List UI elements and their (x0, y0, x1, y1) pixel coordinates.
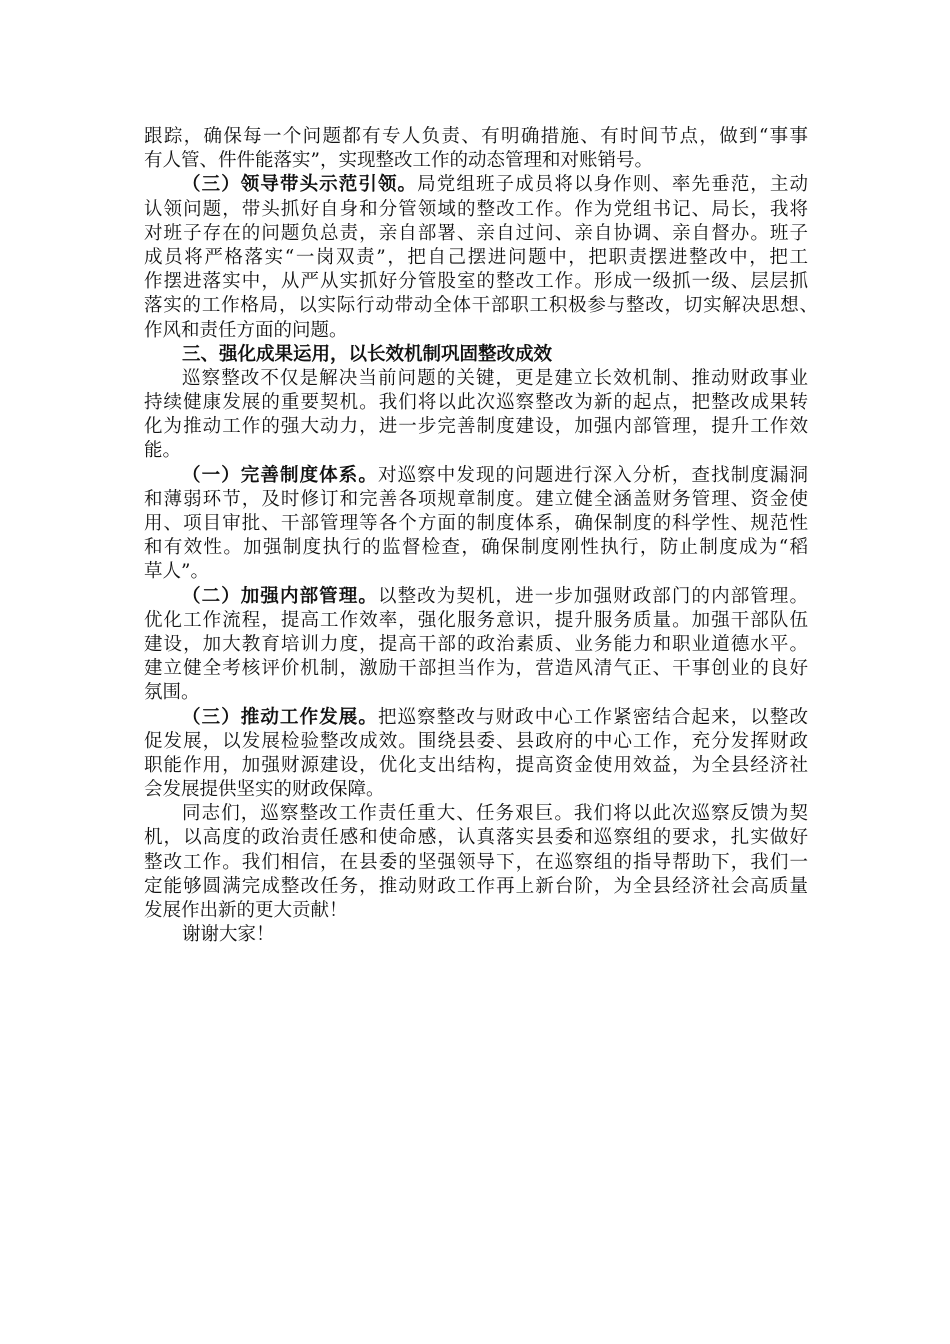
text-line: 建设，加大教育培训力度，提高干部的政治素质、业务能力和职业道德水平。 (144, 633, 808, 655)
text-line: 发展作出新的更大贡献！ (144, 900, 348, 921)
text-line: 能。 (144, 440, 182, 462)
text-line: 氛围。 (144, 682, 200, 704)
paragraph-closing (144, 802, 808, 923)
text-line: 成员将严格落实“一岗双责”，把自己摆进问题中，把职责摆进整改中，把工 (144, 246, 808, 268)
text-line: 整改工作。我们相信，在县委的坚强领导下，在巡察组的指导帮助下，我们一 (144, 851, 808, 873)
text-line: 和薄弱环节，及时修订和完善各项规章制度。建立健全涵盖财务管理、资金使 (144, 488, 808, 510)
paragraph-heading: （三）领导带头示范引领。 (182, 174, 418, 196)
text-line: 促发展，以发展检验整改成效。围绕县委、县政府的中心工作，充分发挥财政 (144, 730, 808, 752)
text-line (144, 706, 808, 730)
text-line: 有人管、件件能落实”，实现整改工作的动态管理和对账销号。 (144, 150, 653, 172)
text-line: 化为推动工作的强大动力，进一步完善制度建设，加强内部管理，提升工作效 (144, 416, 808, 438)
text-line: 作摆进落实中，从严从实抓好分管股室的整改工作。形成一级抓一级、层层抓 (144, 271, 808, 293)
text-line (144, 464, 808, 488)
text-line: 用、项目审批、干部管理等各个方面的制度体系，确保制度的科学性、规范性 (144, 513, 808, 534)
text-line: 机，以高度的政治责任感和使命感，认真落实县委和巡察组的要求，扎实做好 (144, 827, 808, 849)
text-line: 跟踪，确保每一个问题都有专人负责、有明确措施、有时间节点，做到“事事 (144, 126, 808, 147)
paragraph-heading: （一）完善制度体系。 (182, 464, 378, 486)
text-run: 以整改为契机，进一步加强财政部门的内部管理。 (377, 585, 808, 607)
text-line: 对班子存在的问题负总责，亲自部署、亲自过问、亲自协调、亲自督办。班子 (144, 222, 808, 244)
text-line: 和有效性。加强制度执行的监督检查，确保制度刚性执行，防止制度成为“稻 (144, 537, 808, 559)
text-line: 认领问题，带头抓好自身和分管领域的整改工作。作为党组书记、局长，我将 (144, 198, 808, 220)
text-line: 草人”。 (144, 561, 209, 583)
text-line: 同志们，巡察整改工作责任重大、任务艰巨。我们将以此次巡察反馈为契 (182, 803, 808, 825)
text-line: 谢谢大家！ (182, 924, 275, 946)
paragraph-development (144, 706, 808, 803)
text-line: 建立健全考核评价机制，激励干部担当作为，营造风清气正、干事创业的良好 (144, 658, 808, 680)
text-line: 定能够圆满完成整改任务，推动财政工作再上新台阶，为全县经济社会高质量 (144, 875, 808, 897)
document-page (144, 125, 818, 947)
paragraph-heading: （三）推动工作发展。 (182, 706, 378, 728)
section-title: 三、强化成果运用，以长效机制巩固整改成效 (182, 343, 553, 365)
text-run: 对巡察中发现的问题进行深入分析，查找制度漏洞 (377, 464, 808, 486)
text-line: 会发展提供坚实的财政保障。 (144, 779, 385, 801)
paragraph-system (144, 464, 808, 585)
text-run: 把巡察整改与财政中心工作紧密结合起来，以整改 (377, 706, 808, 728)
text-line: 作风和责任方面的问题。 (144, 319, 348, 341)
text-line: 持续健康发展的重要契机。我们将以此次巡察整改为新的起点，把整改成果转 (144, 392, 808, 414)
paragraph-management (144, 585, 808, 706)
paragraph-thanks (144, 923, 808, 947)
paragraph-leadership (144, 173, 818, 342)
text-line: 落实的工作格局，以实际行动带动全体干部职工积极参与整改，切实解决思想、 (144, 295, 818, 317)
text-run: 局党组班子成员将以身作则、率先垂范，主动 (417, 174, 808, 196)
text-line: 优化工作流程，提高工作效率，强化服务意识，提升服务质量。加强干部队伍 (144, 609, 808, 631)
text-line: 巡察整改不仅是解决当前问题的关键，更是建立长效机制、推动财政事业 (182, 367, 808, 389)
text-line (144, 173, 808, 197)
text-line: 职能作用，加强财源建设，优化支出结构，提高资金使用效益，为全县经济社 (144, 754, 808, 776)
paragraph-tracking (144, 125, 808, 173)
paragraph-heading: （二）加强内部管理。 (182, 585, 378, 607)
text-line (144, 585, 808, 609)
paragraph-intro (144, 367, 808, 464)
